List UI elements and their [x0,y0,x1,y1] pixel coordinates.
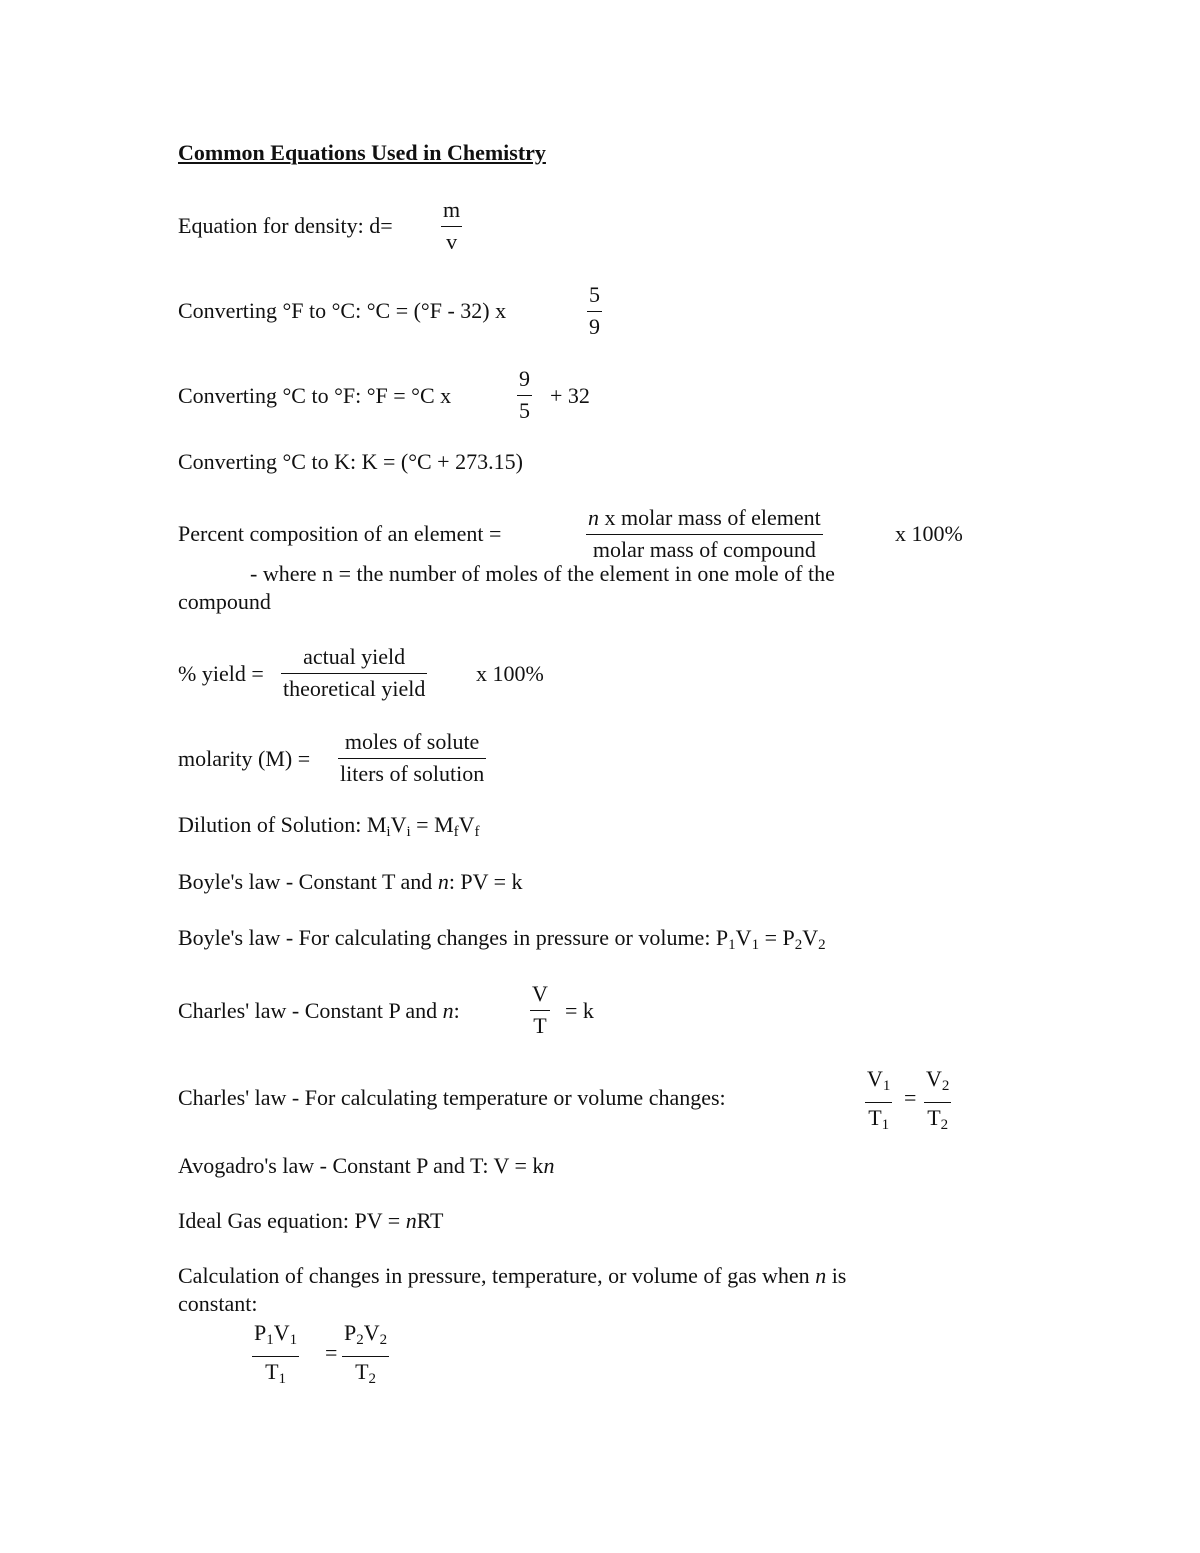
subscript: 2 [356,1332,364,1348]
subscript: 1 [881,1117,890,1133]
colon: : [453,998,460,1023]
moles-variable: n [543,1153,555,1178]
avogadro-label: Avogadro's law - Constant P and T: V = k [178,1153,544,1178]
fraction-numerator [586,505,823,534]
numerator-text: x molar mass of element [599,505,821,530]
density-fraction [441,197,462,255]
boyle-changes-equation [178,925,826,958]
dilution-label: Dilution of Solution: M [178,812,387,837]
combined-gas-label [178,1263,846,1289]
moles-variable: n [437,869,449,894]
subscript: 2 [794,937,803,953]
combined-label-end: is [826,1263,847,1288]
fraction-numerator [865,1066,892,1102]
temperature-symbol: T [868,1105,882,1130]
f-to-c-label: Converting °F to °C: °C = (°F - 32) x [178,298,507,323]
volume-symbol: V [926,1066,942,1091]
fraction-denominator: theoretical yield [281,673,427,702]
yield-fraction [281,644,427,702]
subscript: i [406,824,411,840]
combined-gas-label-cont: constant: [178,1291,258,1316]
subscript: 1 [266,1332,274,1348]
volume-symbol: V [273,1320,290,1345]
fraction-denominator [924,1102,951,1138]
subscript: 2 [379,1332,388,1348]
charles-label: Charles' law - Constant P and [178,998,443,1023]
fraction-numerator: moles of solute [344,729,480,754]
subscript: 2 [368,1371,377,1387]
charles-tail: = k [565,998,594,1023]
subscript: 1 [278,1371,287,1387]
charles-constant-equation [178,998,460,1024]
fraction-denominator: 9 [587,311,602,340]
volume-symbol: V [390,812,407,837]
temperature-symbol: T [265,1359,279,1384]
percent-composition-note-cont: compound [178,589,271,614]
f-to-c-fraction [587,282,602,340]
molarity-label: molarity (M) = [178,746,311,771]
moles-variable: n [442,998,454,1023]
pressure-symbol: P [344,1320,357,1345]
fraction-numerator [342,1320,389,1356]
subscript: 1 [728,937,736,953]
boyle-label: Boyle's law - Constant T and [178,869,438,894]
equals-m: = M [410,812,454,837]
equals-sign: = [325,1340,338,1365]
page-title: Common Equations Used in Chemistry [178,140,546,165]
moles-variable: n [588,505,599,530]
fraction-numerator: actual yield [303,644,406,669]
volume-symbol: V [802,925,819,950]
charles-fraction [530,981,550,1039]
avogadro-equation [178,1153,554,1179]
subscript: 2 [940,1117,949,1133]
equals-sign: = [904,1085,917,1110]
dilution-equation [178,812,480,845]
subscript: i [386,824,391,840]
pressure-symbol: P [254,1320,267,1345]
charles-changes-label: Charles' law - For calculating temperature or volume changes: [178,1085,726,1110]
volume-symbol: V [867,1066,883,1091]
ideal-gas-equation [178,1208,443,1234]
ideal-gas-rest: RT [416,1208,444,1233]
fraction-denominator: v [441,226,462,255]
temperature-symbol: T [355,1359,369,1384]
yield-tail: x 100% [476,661,544,686]
equals-p: = P [759,925,795,950]
fraction-denominator: molar mass of compound [586,534,823,563]
ideal-gas-label: Ideal Gas equation: PV = [178,1208,406,1233]
molarity-fraction [338,729,486,787]
volume-symbol: V [735,925,752,950]
subscript: 2 [941,1078,950,1094]
fraction-denominator [252,1356,299,1392]
fraction-denominator [342,1356,389,1392]
charles-left-fraction [865,1066,892,1138]
fraction-numerator [252,1320,299,1356]
fraction-denominator: T [530,1010,550,1039]
combined-left-fraction [252,1320,299,1392]
fraction-denominator: liters of solution [338,758,486,787]
percent-composition-tail: x 100% [895,521,963,546]
subscript: 2 [818,937,826,953]
c-to-f-tail: + 32 [550,383,590,408]
subscript: 1 [751,937,760,953]
boyle-formula: : PV = k [448,869,523,894]
fraction-numerator: 9 [519,366,530,391]
subscript: f [453,824,459,840]
density-label: Equation for density: d= [178,213,393,238]
fraction-denominator: 5 [517,395,532,424]
subscript: f [474,824,480,840]
moles-variable: n [405,1208,417,1233]
volume-symbol: V [363,1320,380,1345]
temperature-symbol: T [927,1105,941,1130]
percent-composition-fraction [586,505,823,563]
fraction-numerator: 5 [589,282,600,307]
fraction-numerator [924,1066,951,1102]
moles-variable: n [815,1263,827,1288]
c-to-f-label: Converting °C to °F: °F = °C x [178,383,452,408]
boyle-changes-label: Boyle's law - For calculating changes in pressure or volume: P [178,925,729,950]
volume-symbol: V [458,812,475,837]
charles-right-fraction [924,1066,951,1138]
fraction-numerator: m [443,197,461,222]
c-to-k-label: Converting °C to K: K = (°C + 273.15) [178,449,523,474]
yield-label: % yield = [178,661,264,686]
combined-right-fraction [342,1320,389,1392]
combined-label-text: Calculation of changes in pressure, temperature, or volume of gas when [178,1263,816,1288]
percent-composition-note: - where n = the number of moles of the element in one mole of the [250,561,835,586]
c-to-f-fraction [517,366,532,424]
fraction-numerator: V [532,981,548,1006]
percent-composition-label: Percent composition of an element = [178,521,502,546]
subscript: 1 [289,1332,298,1348]
subscript: 1 [882,1078,891,1094]
boyle-constant-equation [178,869,523,895]
fraction-denominator [865,1102,892,1138]
